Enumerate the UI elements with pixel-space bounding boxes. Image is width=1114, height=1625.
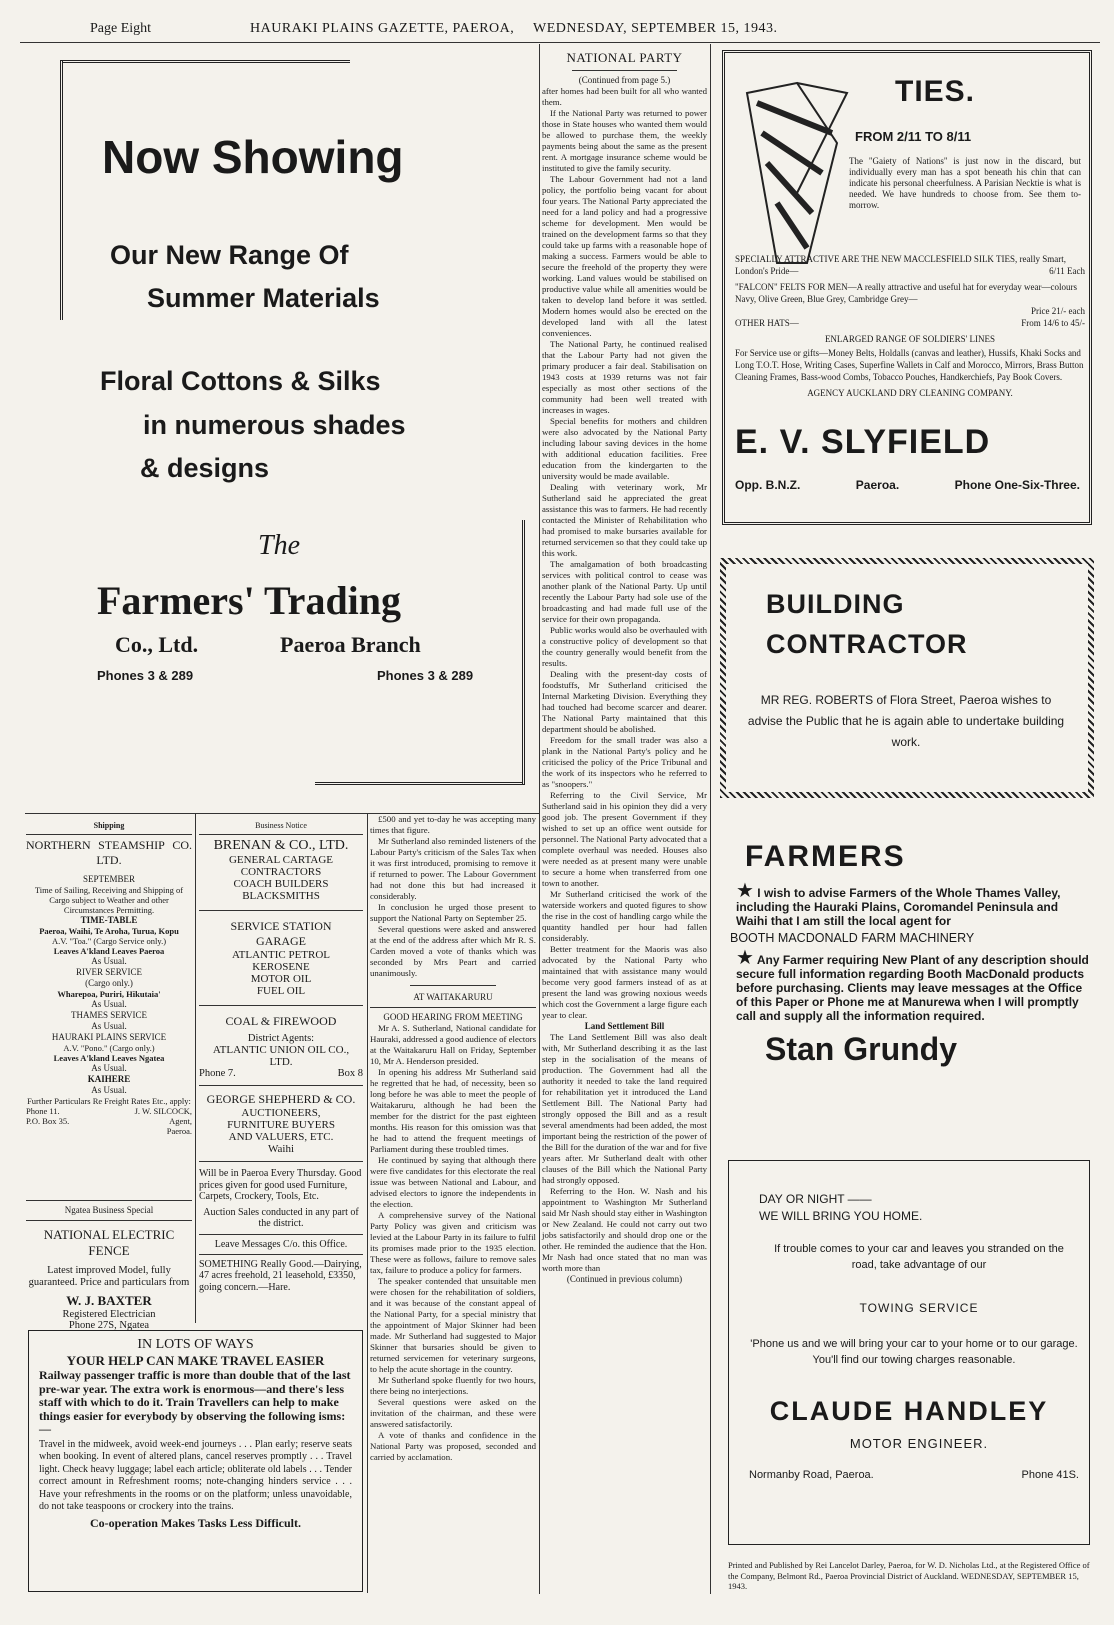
range-line-5: & designs xyxy=(140,453,270,483)
slyfield-ad: TIES. FROM 2/11 TO 8/11 The "Gaiety of Nations" is just now in the discard, but individually every man has a spot beneath his chin that can indicate his personal cheerfulness. A Parisian Necktie is what is needed. We have hundreds to choose from. See them to-morrow. SPECIALLY ATTRACTIVE ARE THE NEW MACCLESFIELD SILK TIES, really Smart, London's Pride— 6/11 Each "FALCON" FELTS FOR MEN—A really attractive and useful hat for everyday wear—colours Navy, Olive Green, Blue Grey, Cambridge Grey— Price 21/- each OTHER HATS— From 14/6 to 45/- ENLARGED RANGE OF SOLDIERS' LINES For Service use or gifts—Money Belts, Holdalls (canvas and leather), Hussifs, Khaki Socks and Long T.O.T. Hose, Writing Cases, Superfine Wallets in Calf and Morocco, Mirrors, Brass Button Cleaning Frames, Bass-wood Combs, Tobacco Pouches, Handkerchiefs, Pay Book Covers. AGENCY AUCKLAND DRY CLEANING COMPANY. E. V. SLYFIELD Opp. B.N.Z. Paeroa. Phone One-Six-Three. xyxy=(722,50,1092,525)
farmers-trading-name: Farmers' Trading xyxy=(97,578,402,623)
co-ltd: Co., Ltd. xyxy=(115,632,199,657)
electric-title: NATIONAL ELECTRIC xyxy=(43,1227,175,1242)
ornament-border-right xyxy=(517,520,525,785)
towing-service: TOWING SERVICE xyxy=(859,1301,979,1315)
ornament-border-top xyxy=(60,60,350,76)
masthead: HAURAKI PLAINS GAZETTE, PAEROA, xyxy=(250,21,515,36)
shepherd-title: GEORGE SHEPHERD & CO. xyxy=(206,1092,356,1106)
handley-ad: DAY OR NIGHT —— WE WILL BRING YOU HOME. If trouble comes to your car and leaves you stranded on the road, take advantage of our TOWING SERVICE 'Phone us and we will bring your car to your home or to our garage. You'll find our towing charges reasonable. CLAUDE HANDLEY MOTOR ENGINEER. Normanby Road, Paeroa. Phone 41S. xyxy=(728,1160,1090,1545)
waitakaruru-heading: AT WAITAKARURU xyxy=(413,992,493,1002)
shipping-intro: Time of Sailing, Receiving and Shipping of Cargo subject to Weather and other Circumstances Permitting. xyxy=(34,885,184,915)
building-title: BUILDING xyxy=(766,589,905,619)
article-column-3: £500 and yet to-day he was accepting many times that figure. Mr Sutherland also reminded listeners of the Labour Party's criticism of the Sales Tax when it was first introduced, promising to remove it if returned to power. The Labour Government had not done this but had increased it considerably. In conclusion he urged those present to support the National Party on September 25. Several questions were asked and answered at the end of the address after which Mr R. S. Carden moved a vote of thanks which was seconded by Mrs Peart and carried unanimously. AT WAITAKARURU GOOD HEARING FROM MEETING Mr A. S. Sutherland, National candidate for Hauraki, addressed a good audience of electors at the Waitakaruru Hall on Friday, September 10, Mr A. Henderson presided. In opening his address Mr Sutherland said he regretted that he had, of necessity, been so long before he was able to meet the people of Waitakaruru, although he had been the member for the district for the past eighteen months. His reason for this omission was that he had to attend the frequent meetings of Parliament during these troubled times. He continued by saying that although there were five candidates for this electorate the real issue was between National and Labour, and advised electors to ignore the independents in the election. A comprehensive survey of the National Party Policy was given and criticism was levied at the Labour Party in its failure to fulfil its promises made prior to the 1935 election. These were as follows, failure to remove sales tax, failure to produce a policy for farmers. The speaker contended that unsuitable men were chosen for the rehabilitation of soldiers, and it was because of the constant appeal of the National Party, for a special ministry that the appointment of Major Skinner had been made. Mr Sutherland had suggested to Major Skinner that bursaries should be given to returned servicemen for veterinary surgeons, to help the acute shortage in the country. Mr Sutherland spoke fluently for two hours, there being no interjections. Several questions were asked on the invitation of the chairman, and these were answered satisfactorily. A vote of thanks and confidence in the National Party was proposed, seconded and carried by acclamation. xyxy=(370,814,536,1462)
range-line-1: Our New Range Of xyxy=(110,240,349,270)
page-number: Page Eight xyxy=(90,21,152,36)
shipping-month: SEPTEMBER xyxy=(82,874,135,884)
company-ltd: LTD. xyxy=(96,853,122,867)
ngatea-heading: Ngatea Business Special xyxy=(64,1205,154,1215)
grundy-name: Stan Grundy xyxy=(765,1031,958,1067)
handley-name: CLAUDE HANDLEY xyxy=(769,1396,1049,1426)
business-heading: Business Notice xyxy=(255,821,307,830)
slyfield-name: E. V. SLYFIELD xyxy=(735,423,991,461)
classified-dairy: SOMETHING Really Good.—Dairying, 47 acres freehold, 21 leasehold, £3350, going concern.—Hare. xyxy=(199,1258,362,1293)
route: Paeroa, Waihi, Te Aroha, Turua, Kopu xyxy=(39,926,179,936)
railways-ad: IN LOTS OF WAYS YOUR HELP CAN MAKE TRAVEL EASIER Railway passenger traffic is more than double that of the last pre-war year. The extra work is enormous—and there's less staff with which to do it. Train Travellers can help to make things easier for everybody by observing the following isms:— Travel in the midweek, avoid week-end journeys . . . Plan early; reserve seats when booking. In event of altered plans, cancel reserves promptly . . . Travel light. Check heavy luggage; label each article; obliterate old labels . . . Tender correct amount in Refreshment rooms; note-changing hinders service . . . Have your refreshments in the rooms or on the platform; unless unavoidable, do not take teaspoons or crockery into the trains. Co-operation Makes Tasks Less Difficult. xyxy=(28,1330,363,1592)
shipping-notice: Shipping NORTHERN STEAMSHIP CO. LTD. SEPTEMBER Time of Sailing, Receiving and Shipping of Cargo subject to Weather and other Circumstances Permitting. TIME-TABLE Paeroa, Waihi, Te Aroha, Turua, Kopu A.V. "Toa." (Cargo Service only.) Leaves A'kland Leaves Paeroa As Usual. RIVER SERVICE (Cargo only.) Wharepoa, Puriri, Hikutaia' As Usual. THAMES SERVICE As Usual. HAURAKI PLAINS SERVICE A.V. "Pono." (Cargo only.) Leaves A'kland Leaves Ngatea As Usual. KAIHERE As Usual. Further Particulars Re Freight Rates Etc., apply: Phone 11. J. W. SILCOCK, P.O. Box 35. Agent, Paeroa. xyxy=(26,821,192,1136)
service-station: SERVICE STATION xyxy=(230,919,332,933)
ties-title: TIES. xyxy=(895,75,976,108)
vessel: A.V. "Toa." (Cargo Service only.) xyxy=(51,936,167,946)
timetable: TIME-TABLE xyxy=(80,915,138,925)
ties-illustration xyxy=(737,73,855,273)
farmers-trading-ad xyxy=(60,60,525,785)
brenan-title: BRENAN & CO., LTD. xyxy=(213,838,349,853)
land-settlement-heading: Land Settlement Bill xyxy=(584,1021,665,1031)
phones-left: Phones 3 & 289 xyxy=(97,668,194,683)
range-line-2: Summer Materials xyxy=(147,283,380,313)
leaves: Leaves A'kland Leaves Paeroa xyxy=(53,946,165,956)
baxter-name: W. J. BAXTER xyxy=(66,1293,152,1308)
now-showing: Now Showing xyxy=(102,131,404,183)
issue-date: WEDNESDAY, SEPTEMBER 15, 1943. xyxy=(533,21,778,36)
ngatea-business: Ngatea Business Special NATIONAL ELECTRIC FENCE Latest improved Model, fully guaranteed. Price and particulars from W. J. BAXTER Registered Electrician Phone 27S, Ngatea xyxy=(26,1200,192,1331)
booth-macdonald-ad: FARMERS ★ I wish to advise Farmers of the Whole Thames Valley, including the Hauraki Plains, Coromandel Peninsula and Waihi that I am still the local agent for BOOTH MACDONALD FARM MACHINERY ★ Any Farmer requiring New Plant of any description should secure full information regarding Booth MacDonald products before purchasing. Clients may leave messages at the Office of this Paper or Phone me at Manurewa when I will promptly call and supply all the information required. Stan Grundy xyxy=(730,840,1089,1067)
building-contractor-ad: BUILDING CONTRACTOR MR REG. ROBERTS of Flora Street, Paeroa wishes to advise the Public that he is again able to undertake building work. xyxy=(747,589,1065,749)
ornament-border-bottom xyxy=(315,769,525,785)
national-party-heading: NATIONAL PARTY xyxy=(566,50,683,65)
star-icon-2: ★ xyxy=(736,947,754,969)
ornament-border-left xyxy=(60,60,68,320)
branch: Paeroa Branch xyxy=(280,632,421,657)
the-script: The xyxy=(258,530,300,561)
company-name: NORTHERN STEAMSHIP CO. xyxy=(26,838,192,852)
business-notices: Business Notice BRENAN & CO., LTD. GENERAL CARTAGE CONTRACTORS COACH BUILDERS BLACKSMITHS SERVICE STATION GARAGE ATLANTIC PETROL KEROSENE MOTOR OIL FUEL OIL COAL & FIREWOOD District Agents: ATLANTIC UNION OIL CO., LTD. Phone 7. Box 8 GEORGE SHEPHERD & CO. AUCTIONEERS, FURNITURE BUYERS AND VALUERS, ETC. Waihi Will be in Paeroa Every Thursday. Good prices given for good used Furniture, Carpets, Crockery, Tools, Etc. Auction Sales conducted in any part of the district. Leave Messages C/o. this Office. SOMETHING Really Good.—Dairying, 47 acres freehold, 21 leasehold, £3350, going concern.—Hare. xyxy=(199,821,363,1293)
range-line-4: in numerous shades xyxy=(143,410,406,440)
coal-title: COAL & FIREWOOD xyxy=(225,1014,337,1028)
farmers-title: FARMERS xyxy=(745,840,906,873)
shipping-heading: Shipping xyxy=(93,821,125,830)
star-icon: ★ xyxy=(736,880,754,902)
national-party-article: NATIONAL PARTY (Continued from page 5.) after homes had been built for all who wanted them. If the National Party was returned to power those in State houses who wanted them would be allowed to purchase them, the weekly payments being about the same as the present rent. A mortgage insurance scheme would be instituted to give the family security. The Labour Government had not a land policy, the portfolio being vacant for about four years. The National Party appreciated the need for a land policy and had a progressive scheme for development. Men would be trained on the development farms so that they could take up farms with a reasonable hope of making a success. Farmers would be able to secure the freehold of the property they were working. Land values would be stabilised on productive value while all amenities would be taken to develop land before it was settled. Modern homes would also be erected on the developed land with all the latest conveniences. The National Party, he continued realised that the Labour Party had not given the primary producer a fair deal. Stabilisation on 1943 costs at 1939 returns was not fair especially as most other sections of the community had been well treated with increases in wages. Special benefits for mothers and children were also advocated by the National Party including labour saving devices in the home with additional education facilities. Free education from the kindergarten to the university would be made available. Dealing with veterinary work, Mr Sutherland said he appreciated the great assistance this was to farmers. He had recently contacted the Minister of Rehabilitation who had promised to make bursaries available for returned servicemen so that they could take up this work. The amalgamation of both broadcasting services with political control to cease was another plank of the National Party. Up until recently the Labour Party had sole use of the broadcasting and had made full use of the service for their own propaganda. Public works would also be overhauled with a constructive policy of development so that the country generally would benefit from the results. Dealing with the present-day costs of foodstuffs, Mr Sutherland criticised the Internal Marketing Division. Everything they had touched had become scarcer and dearer. The National Party maintained that this department should be abolished. Freedom for the small trader was also a plank in the National Party's policy and he criticised the policy of the Price Tribunal and the work of its inspectors who he referred to as "snoopers." Referring to the Civil Service, Mr Sutherland said in his opinion they did a very good job. The present Government if they wished to set up an office went outside for personnel. The National Party advocated that a complete overhaul was needed. Houses also were needed as at present many were unable to secure a home when transferred from one town to another. Mr Sutherland criticised the work of the waterside workers and quoted figures to show the rise in the cost of handling cargo while the quantity handled per hour had fallen considerably. Better treatment for the Maoris was also advocated by the National Party who maintained that with assistance many would become very good farmers instead of as at present the land was growing noxious weeds which cost the Government a large figure each year to clear. Land Settlement Bill The Land Settlement Bill was also dealt with, Mr Sutherland describing it as the last step in the socialisation of the means of production. The Government had all the authority it needed to take the land required for rehabilitation yet it introduced the Land Settlement Bill. The National Party had strongly opposed the Bill and as a result several amendments had been added, the most important being the restriction of the power of the Bill for the duration of the war and for five years after. Mr Sutherland dealt with other clauses of the Bill which the National Party had strongly opposed. Referring to the Hon. W. Nash and his appointment to Washington Mr Sutherland said Mr Nash should stay either in Washington or New Zealand. He could not carry out two jobs satisfactorily and should drop one or the other. He reminded the audience that the Hon. Mr Nash had once stated that no man was worth more than (Continued in previous column) xyxy=(542,50,707,1284)
page-header xyxy=(90,21,910,41)
imprint: Printed and Published by Rei Lancelot Darley, Paeroa, for W. D. Nicholas Ltd., at the Registered Office of the Company, Belmont Rd., Paeroa Provincial District of Auckland. WEDNESDAY, SEPTEMBER 15, 1943. xyxy=(728,1560,1090,1591)
railways-title: IN LOTS OF WAYS xyxy=(137,1337,254,1352)
range-line-3: Floral Cottons & Silks xyxy=(100,366,381,396)
phones-right: Phones 3 & 289 xyxy=(377,668,474,683)
